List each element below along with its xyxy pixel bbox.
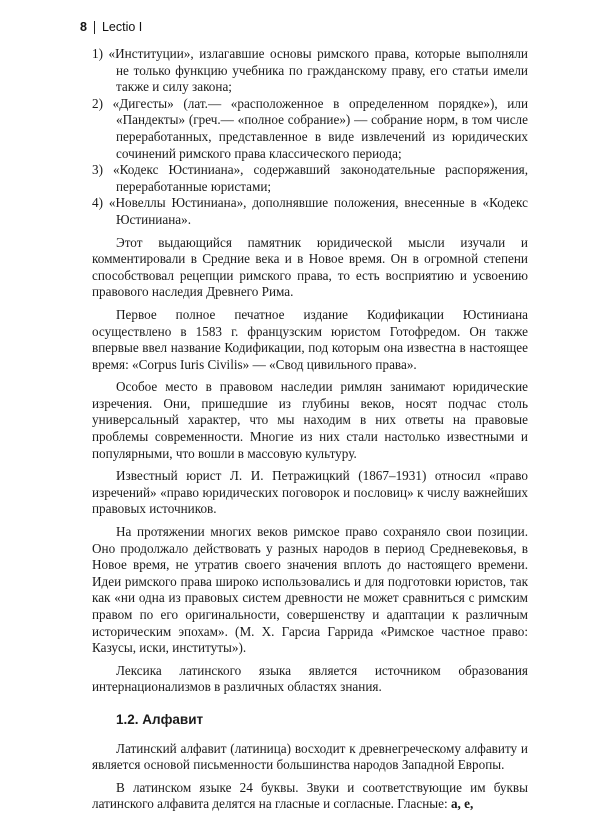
paragraph-text: В латинском языке 24 буквы. Звуки и соответствующие им буквы латинского алфавита делятся на гласные и согласные. Гласные: <box>92 779 528 812</box>
paragraph: Первое полное печатное издание Кодификации Юстиниана осуществлено в 1583 г. французским юристом Готофредом. Он также впервые ввел название Кодификации, под которым она известна в настоящее время: «Corpus Iuris Civilis» — «Свод цивильного права». <box>92 306 528 372</box>
section-heading: 1.2. Алфавит <box>116 711 204 727</box>
paragraph: Особое место в правовом наследии римлян занимают юридические изречения. Они, пришедшие из глубины веков, носят подчас столь универсальный характер, что мы находим в них ответы на правовые проблемы современности. Многие из них стали настолько известными и популярными, что вошли в массовую культуру. <box>92 379 528 461</box>
list-item: 3) «Кодекс Юстиниана», содержавший законодательные распоряжения, переработанные юристами; <box>92 162 528 194</box>
list-item: 1) «Институции», излагавшие основы римского права, которые выполняли не только функцию учебника по гражданскому праву, его статьи имели также и силу закона; <box>92 46 528 95</box>
vowel-letters: a, e, <box>450 796 474 812</box>
paragraph: Этот выдающийся памятник юридической мысли изучали и комментировали в Средние века и в Новое время. Он в огромной степени способствовал рецепции римского права, то есть восприятию и усвоению правового наследия Древнего Рима. <box>92 234 528 300</box>
paragraph <box>92 780 528 813</box>
header-divider <box>94 21 95 34</box>
running-head <box>80 20 142 34</box>
list-item: 4) «Новеллы Юстиниана», дополнявшие положения, внесенные в «Кодекс Юстиниана». <box>92 195 528 227</box>
text-body <box>92 46 528 813</box>
paragraph: Известный юрист Л. И. Петражицкий (1867–1931) относил «право изречений» «право юридических поговорок и пословиц» к числу важнейших правовых источников. <box>92 468 528 517</box>
page-number: 8 <box>80 20 87 34</box>
list-item: 2) «Дигесты» (лат.— «расположенное в определенном порядке»), или «Пандекты» (греч.— «полное собрание») — собрание норм, в том числе переработанных, представленное в виде извлечений из юридических сочинений римского права классического периода; <box>92 95 528 161</box>
chapter-title: Lectio I <box>101 20 143 34</box>
paragraph: На протяжении многих веков римское право сохраняло свои позиции. Оно продолжало действовать у разных народов в период Средневековья, в Новое время, не утратив своего значения вплоть до настоящего времени. Идеи римского права широко использовались и для подготовки юристов, так как «ни одна из правовых систем древности не может сравниться с римским правом по его оригинальности, совершенству и адаптации к различным историческим эпохам». (М. Х. Гарсиа Гаррида «Римское частное право: Казусы, иски, институты»). <box>92 524 528 656</box>
paragraph: Лексика латинского языка является источником образования интернационализмов в различных областях знания. <box>92 662 528 695</box>
paragraph: Латинский алфавит (латиница) восходит к древнегреческому алфавиту и является основой письменности большинства народов Западной Европы. <box>92 740 528 773</box>
